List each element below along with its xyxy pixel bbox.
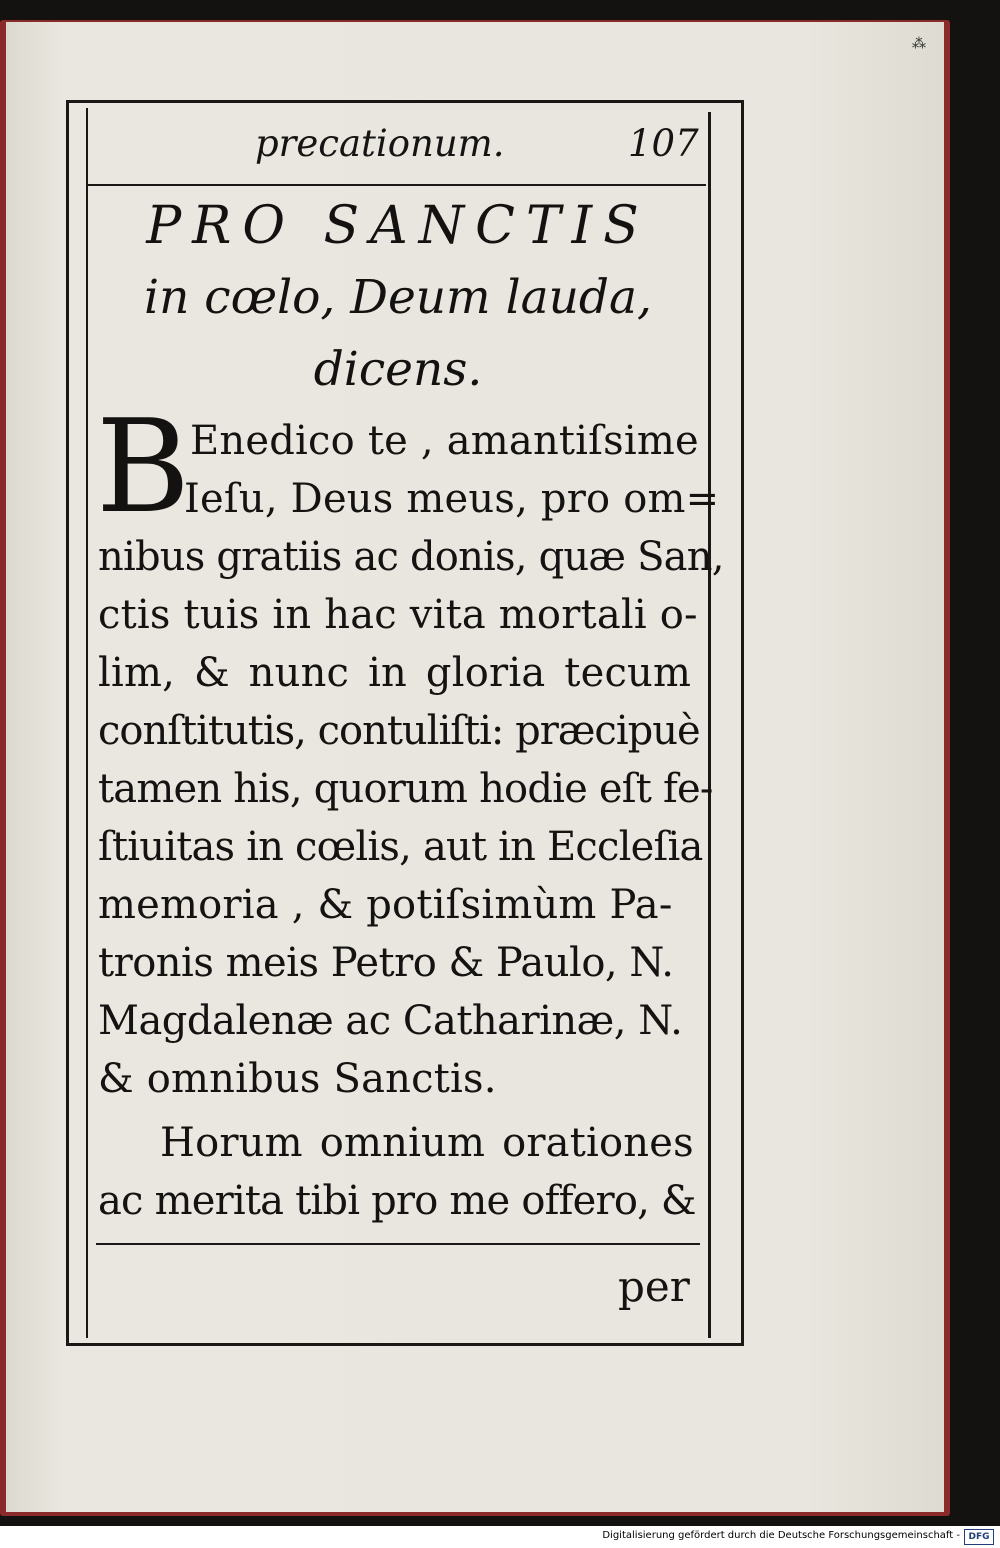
- frame-inner-left-rule: [86, 108, 88, 1338]
- body-line: ſtiuitas in cœlis, aut in Eccleſia: [98, 824, 703, 870]
- body-line: memoria , & potiſsimùm Pa-: [98, 882, 673, 928]
- body-line: nibus gratiis ac donis, quæ San,: [98, 534, 724, 580]
- body-line: Horum omnium orationes: [160, 1120, 694, 1166]
- heading-line-1: PRO SANCTIS: [146, 196, 650, 256]
- heading-line-3: dicens.: [313, 342, 483, 397]
- corner-mark: ⁂: [912, 36, 926, 52]
- running-head: precationum.: [255, 122, 505, 165]
- body-line: ctis tuis in hac vita mortali o-: [98, 592, 698, 638]
- body-line: tronis meis Petro & Paulo, N.: [98, 940, 674, 986]
- drop-initial: B: [96, 393, 191, 542]
- funding-credit: Digitalisierung gefördert durch die Deutsche Forschungsgemeinschaft -: [602, 1530, 960, 1541]
- header-rule: [86, 184, 706, 186]
- body-line: ac merita tibi pro me offero, &: [98, 1178, 696, 1224]
- body-line: Enedico te , amantiſsime: [190, 418, 699, 464]
- dfg-logo-icon: DFG: [964, 1529, 994, 1545]
- frame-inner-right-rule: [708, 112, 711, 1338]
- body-line: Ieſu, Deus meus, pro om=: [184, 476, 720, 522]
- body-line: Magdalenæ ac Catharinæ, N.: [98, 998, 683, 1044]
- digitization-footer: [0, 1526, 1000, 1548]
- footer-rule: [96, 1243, 700, 1245]
- body-line: lim, & nunc in gloria tecum: [98, 650, 692, 696]
- heading-line-2: in cœlo, Deum lauda,: [144, 270, 652, 325]
- body-line: conſtitutis, contuliſti: præcipuè: [98, 708, 700, 754]
- body-line: & omnibus Sanctis.: [98, 1056, 497, 1102]
- body-line: tamen his, quorum hodie eſt fe-: [98, 766, 713, 812]
- catchword: per: [618, 1262, 690, 1311]
- page-number: 107: [628, 122, 699, 165]
